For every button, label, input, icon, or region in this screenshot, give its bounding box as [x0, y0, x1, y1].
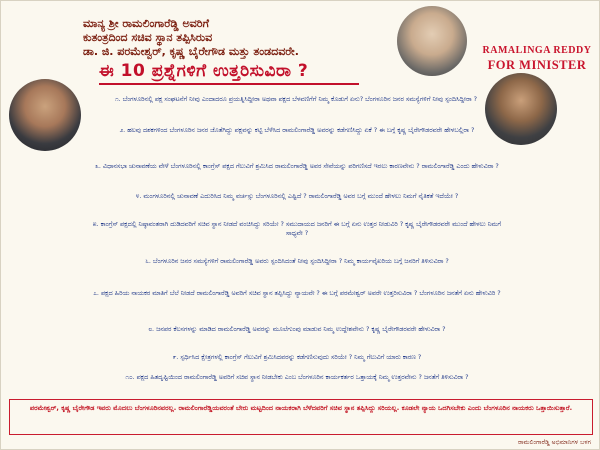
headline-underline	[99, 83, 359, 85]
brand	[481, 46, 593, 72]
question-9-text: ೯. ಸ್ಪರ್ಧಿಸಿದ ಕ್ಷೇತ್ರಗಳಲ್ಲಿ ಕಾಂಗ್ರೆಸ್ ಗೆಲುವಿಗೆ ಶ್ರಮಿಸಿದವರನ್ನು ಕಡೆಗಣಿಸುವುದು ಸರಿಯೇ ? ನಿಮ್ಮ ಗೆಲುವಿಗೆ ಯಾರು ಕಾರಣ ?	[172, 353, 422, 361]
header-line-2: ಕುತಂತ್ರದಿಂದ ಸಚಿವ ಸ್ಥಾನ ತಪ್ಪಿಸಿರುವ	[83, 31, 213, 44]
question-3-text: ೩. ವಿಧಾನಸಭಾ ಚುನಾವಣೆಯ ವೇಳೆ ಬೆಂಗಳೂರಿನಲ್ಲಿ ಕಾಂಗ್ರೆಸ್ ಪಕ್ಷದ ಗೆಲುವಿಗೆ ಶ್ರಮಿಸಿದ ರಾಮಲಿಂಗಾರೆಡ್ಡಿ ಅವರ ಸೇವೆಯನ್ನು ಪರಿಗಣಿಸದೆ ಇರಲು ಕಾರಣವೇನು ? ರಾಮಲಿಂಗಾರೆಡ್ಡಿ ಎಂದು ಹೇಳುವಿರಾ ?	[95, 162, 499, 170]
signature: ರಾಮಲಿಂಗಾರೆಡ್ಡಿ ಅಭಿಮಾನಿಗಳ ಬಳಗ	[518, 439, 591, 446]
question-6	[87, 257, 507, 266]
question-5	[87, 220, 507, 237]
question-10	[87, 373, 507, 382]
question-4	[87, 192, 507, 201]
question-6-text: ೬. ಬೆಂಗಳೂರಿನ ಜನರ ಸಮಸ್ಯೆಗಳಿಗೆ ರಾಮಲಿಂಗಾರೆಡ್ಡಿ ಅವರು ಸ್ಪಂದಿಸಿದಂತೆ ನೀವು ಸ್ಪಂದಿಸಿದ್ದೀರಾ ? ನಿಮ್ಮ ಕಾರ್ಯವೈಖರಿಯ ಬಗ್ಗೆ ಜನರಿಗೆ ತಿಳಿಸುವಿರಾ ?	[145, 257, 449, 265]
headline-question: ಈ 10 ಪ್ರಶ್ನೆಗಳಿಗೆ ಉತ್ತರಿಸುವಿರಾ ?	[99, 61, 309, 81]
question-8	[87, 325, 507, 334]
question-9	[87, 353, 507, 362]
brand-line-2: FOR MINISTER	[487, 58, 587, 72]
question-7	[87, 289, 507, 298]
question-4-text: ೪. ಮಂಗಳೂರಿನಲ್ಲಿ ಚುನಾವಣೆ ಎದುರಿಸಿದ ನಿಮ್ಮ ವರ್ಚಸ್ಸು ಬೆಂಗಳೂರಿನಲ್ಲಿ ಎಷ್ಟಿದೆ ? ರಾಮಲಿಂಗಾರೆಡ್ಡಿ ಅವರ ಬಗ್ಗೆ ಮುಂದೆ ಹೇಳಲು ನಿಮಗೆ ನೈತಿಕತೆ ಇದೆಯೇ ?	[135, 192, 459, 200]
question-5-text: ೫. ಕಾಂಗ್ರೆಸ್ ಪಕ್ಷದಲ್ಲಿ ನಿಷ್ಠಾವಂತರಾಗಿ ದುಡಿದವರಿಗೆ ಸಚಿವ ಸ್ಥಾನ ನೀಡದೆ ವಂಚಿಸಿದ್ದು ಸರಿಯೇ ? ಸಮುದಾಯದ ಜನರಿಗೆ ಈ ಬಗ್ಗೆ ಏನು ಉತ್ತರ ನೀಡುವಿರಿ ? ಕೃಷ್ಣ ಬೈರೇಗೌಡರವರೇ ಮುಂದೆ ಹೇಳಲು ನಿಮಗೆ ಸಾಧ್ಯವೇ ?	[92, 220, 502, 237]
question-8-text: ೮. ಜನಪರ ಕೆಲಸಗಳನ್ನು ಮಾಡಿದ ರಾಮಲಿಂಗಾರೆಡ್ಡಿ ಅವರನ್ನು ಮೂಲೆಗುಂಪು ಮಾಡುವ ನಿಮ್ಮ ಉದ್ದೇಶವೇನು ? ಕೃಷ್ಣ ಬೈರೇಗೌಡರವರೇ ಹೇಳುವಿರಾ ?	[148, 325, 446, 333]
question-7-text: ೭. ಪಕ್ಷದ ಹಿರಿಯ ನಾಯಕರ ಮಾತಿಗೆ ಬೆಲೆ ನೀಡದೆ ರಾಮಲಿಂಗಾರೆಡ್ಡಿ ಅವರಿಗೆ ಸಚಿವ ಸ್ಥಾನ ತಪ್ಪಿಸಿದ್ದು ನ್ಯಾಯವೇ ? ಈ ಬಗ್ಗೆ ಪರಮೇಶ್ವರ್ ಅವರೇ ಉತ್ತರಿಸುವಿರಾ ? ಬೆಂಗಳೂರಿನ ಜನತೆಗೆ ಏನು ಹೇಳುವಿರಿ ?	[93, 289, 501, 297]
question-2	[87, 126, 507, 135]
footer-box	[9, 399, 593, 435]
question-1-text: ೧. ಬೆಂಗಳೂರಿನಲ್ಲಿ ಪಕ್ಷ ಸಂಘಟನೆಗೆ ನೀವು ಎಂದಾದರೂ ಪ್ರಯತ್ನಿಸಿದ್ದೀರಾ ಅಥವಾ ಪಕ್ಷದ ಬೆಳವಣಿಗೆಗೆ ನಿಮ್ಮ ಕೊಡುಗೆ ಏನು? ಬೆಂಗಳೂರಿನ ಜನರ ಸಮಸ್ಯೆಗಳಿಗೆ ನೀವು ಸ್ಪಂದಿಸಿದ್ದೀರಾ ?	[114, 95, 478, 103]
header-line-3: ಡಾ. ಜಿ. ಪರಮೇಶ್ವರ್, ಕೃಷ್ಣ ಬೈರೇಗೌಡ ಮತ್ತು ತಂಡದವರೇ.	[83, 45, 299, 58]
question-2-text: ೨. ಹಲವು ದಶಕಗಳಿಂದ ಬೆಂಗಳೂರಿನ ಜನರ ಜೊತೆಗಿದ್ದು ಪಕ್ಷವನ್ನು ಕಟ್ಟಿ ಬೆಳೆಸಿದ ರಾಮಲಿಂಗಾರೆಡ್ಡಿ ಅವರನ್ನು ಕಡೆಗಣಿಸಿದ್ದು ಏಕೆ ? ಈ ಬಗ್ಗೆ ಕೃಷ್ಣ ಬೈರೇಗೌಡರವರೇ ಹೇಳಬಲ್ಲಿರಾ ?	[119, 126, 475, 134]
portrait-top	[397, 6, 467, 76]
question-10-text: ೧೦. ಪಕ್ಷದ ಹಿತದೃಷ್ಟಿಯಿಂದ ರಾಮಲಿಂಗಾರೆಡ್ಡಿ ಅವರಿಗೆ ಸಚಿವ ಸ್ಥಾನ ನೀಡಬೇಕು ಎಂಬ ಬೆಂಗಳೂರಿನ ಕಾರ್ಯಕರ್ತರ ಒತ್ತಾಯಕ್ಕೆ ನಿಮ್ಮ ಉತ್ತರವೇನು ? ಜನತೆಗೆ ತಿಳಿಸುವಿರಾ ?	[125, 373, 469, 381]
portrait-left	[9, 79, 81, 151]
question-3	[87, 162, 507, 171]
question-1	[81, 95, 511, 104]
header-line-1: ಮಾನ್ಯ ಶ್ರೀ ರಾಮಲಿಂಗಾರೆಡ್ಡಿ ಅವರಿಗೆ	[83, 17, 209, 30]
brand-line-1: RAMALINGA REDDY	[482, 45, 592, 56]
footer-text: ಪರಮೇಶ್ವರ್, ಕೃಷ್ಣ ಬೈರೇಗೌಡ ಇವರು ಮೊದಲು ಬೆಂಗಳೂರಿನವರಲ್ಲ. ರಾಮಲಿಂಗಾರೆಡ್ಡಿಯವರಂತೆ ಬೇರು ಮಟ್ಟದಿಂದ ನಾಯಕರಾಗಿ ಬೆಳೆದವರಿಗೆ ಸಚಿವ ಸ್ಥಾನ ತಪ್ಪಿಸಿದ್ದು ಸರಿಯಲ್ಲ. ಕೂಡಲೇ ನ್ಯಾಯ ಒದಗಿಸಬೇಕು ಎಂದು ಬೆಂಗಳೂರಿನ ನಾಯಕರು ಒತ್ತಾಯಿಸುತ್ತಾರೆ.	[29, 404, 573, 412]
